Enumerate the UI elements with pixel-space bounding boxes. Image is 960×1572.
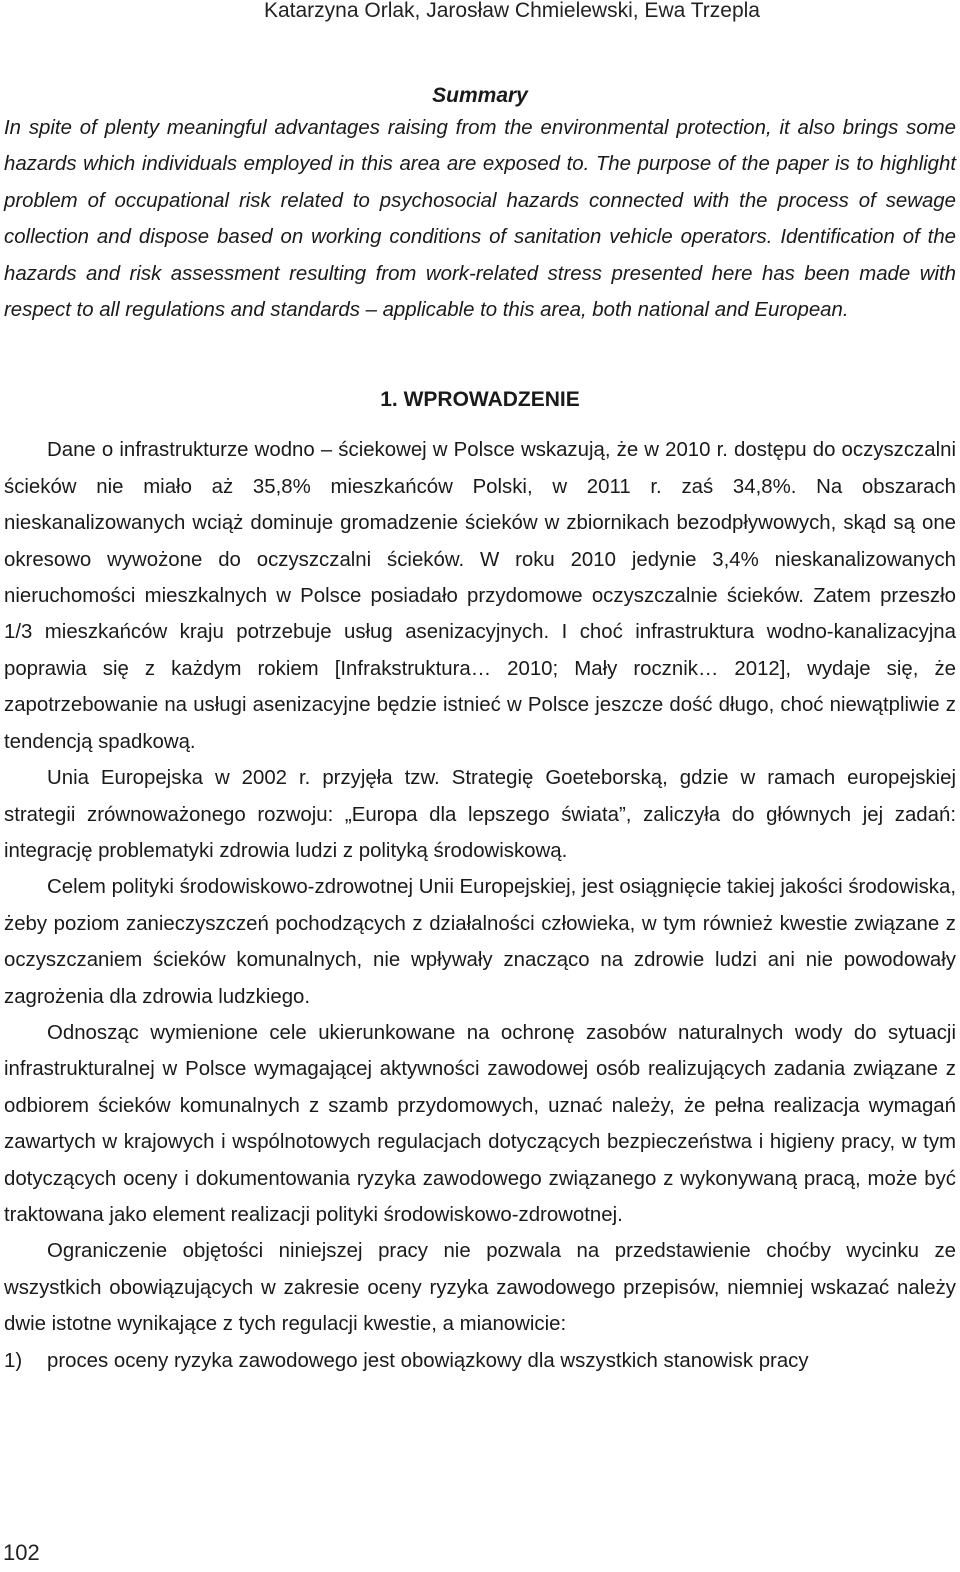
list-marker: 1) xyxy=(4,1349,23,1372)
summary-text: In spite of plenty meaningful advantages raising from the environmental protection, it also brings some hazards which individuals employed in this area are exposed to. The purpose of the paper is to highlight problem of occupational risk related to psychosocial hazards connected with the process of sewage collection and dispose based on working conditions of sanitation vehicle operators. Identification of the hazards and risk assessment resulting from work-related stress presented here has been made with respect to all regulations and standards – applicable to this area, both national and European. xyxy=(4,117,956,322)
paragraph: Celem polityki środowiskowo-zdrowotnej Unii Europejskiej, jest osiągnięcie takiej jakości środowiska, żeby poziom zanieczyszczeń pochodzących z działalności człowieka, w tym również kwestie związane z oczyszczaniem ścieków komunalnych, nie wpływały znacząco na zdrowie ludzi ani nie powodowały zagrożenia dla zdrowia ludzkiego. xyxy=(4,876,956,1008)
page-content xyxy=(4,82,956,1379)
paragraph: Odnosząc wymienione cele ukierunkowane na ochronę zasobów naturalnych wody do sytuacji infrastrukturalnej w Polsce wymagającej aktywności zawodowej osób realizujących zadania związane z odbiorem ścieków komunalnych z szamb przydomowych, uznać należy, że pełna realizacja wymagań zawartych w krajowych i wspólnotowych regulacjach dotyczących bezpieczeństwa i higieny pracy, w tym dotyczących oceny i dokumentowania ryzyka zawodowego związanego z wykonywaną pracą, może być traktowana jako element realizacji polityki środowiskowo-zdrowotnej. xyxy=(4,1021,956,1226)
paragraph: Ograniczenie objętości niniejszej pracy nie pozwala na przedstawienie choćby wycinku ze wszystkich obowiązujących w zakresie oceny ryzyka zawodowego przepisów, niemniej wskazać należy dwie istotne wynikające z tych regulacji kwestie, a mianowicie: xyxy=(4,1240,956,1336)
paragraph: Unia Europejska w 2002 r. przyjęła tzw. Strategię Goeteborską, gdzie w ramach europejskiej strategii zrównoważonego rozwoju: „Europa dla lepszego świata”, zaliczyła do głównych jej zadań: integrację problematyki zdrowia ludzi z polityką środowiskową. xyxy=(4,767,956,862)
list-item xyxy=(4,1343,956,1379)
list-item-text: proces oceny ryzyka zawodowego jest obowiązkowy dla wszystkich stanowisk pracy xyxy=(47,1349,809,1372)
paragraph: Dane o infrastrukturze wodno – ściekowej w Polsce wskazują, że w 2010 r. dostępu do oczyszczalni ścieków nie miało aż 35,8% mieszkańców Polski, w 2011 r. zaś 34,8%. Na obszarach nieskanalizowanych wciąż dominuje gromadzenie ścieków w zbiornikach bezodpływowych, skąd są one okresowo wywożone do oczyszczalni ścieków. W roku 2010 jedynie 3,4% nieskanalizowanych nieruchomości mieszkalnych w Polsce posiadało przydomowe oczyszczalnie ścieków. Zatem przeszło 1/3 mieszkańców kraju potrzebuje usług asenizacyjnych. I choć infrastruktura wodno-kanalizacyjna poprawia się z każdym rokiem [Infrakstruktura… 2010; Mały rocznik… 2012], wydaje się, że zapotrzebowanie na usługi asenizacyjne będzie istnieć w Polsce jeszcze dość długo, choć niewątpliwie z tendencją spadkową. xyxy=(4,439,956,753)
summary-heading: Summary xyxy=(432,84,528,107)
section-heading: 1. WPROWADZENIE xyxy=(380,388,580,412)
page-number: 102 xyxy=(3,1540,40,1565)
running-header-authors: Katarzyna Orlak, Jarosław Chmielewski, Ewa Trzepla xyxy=(263,0,760,22)
